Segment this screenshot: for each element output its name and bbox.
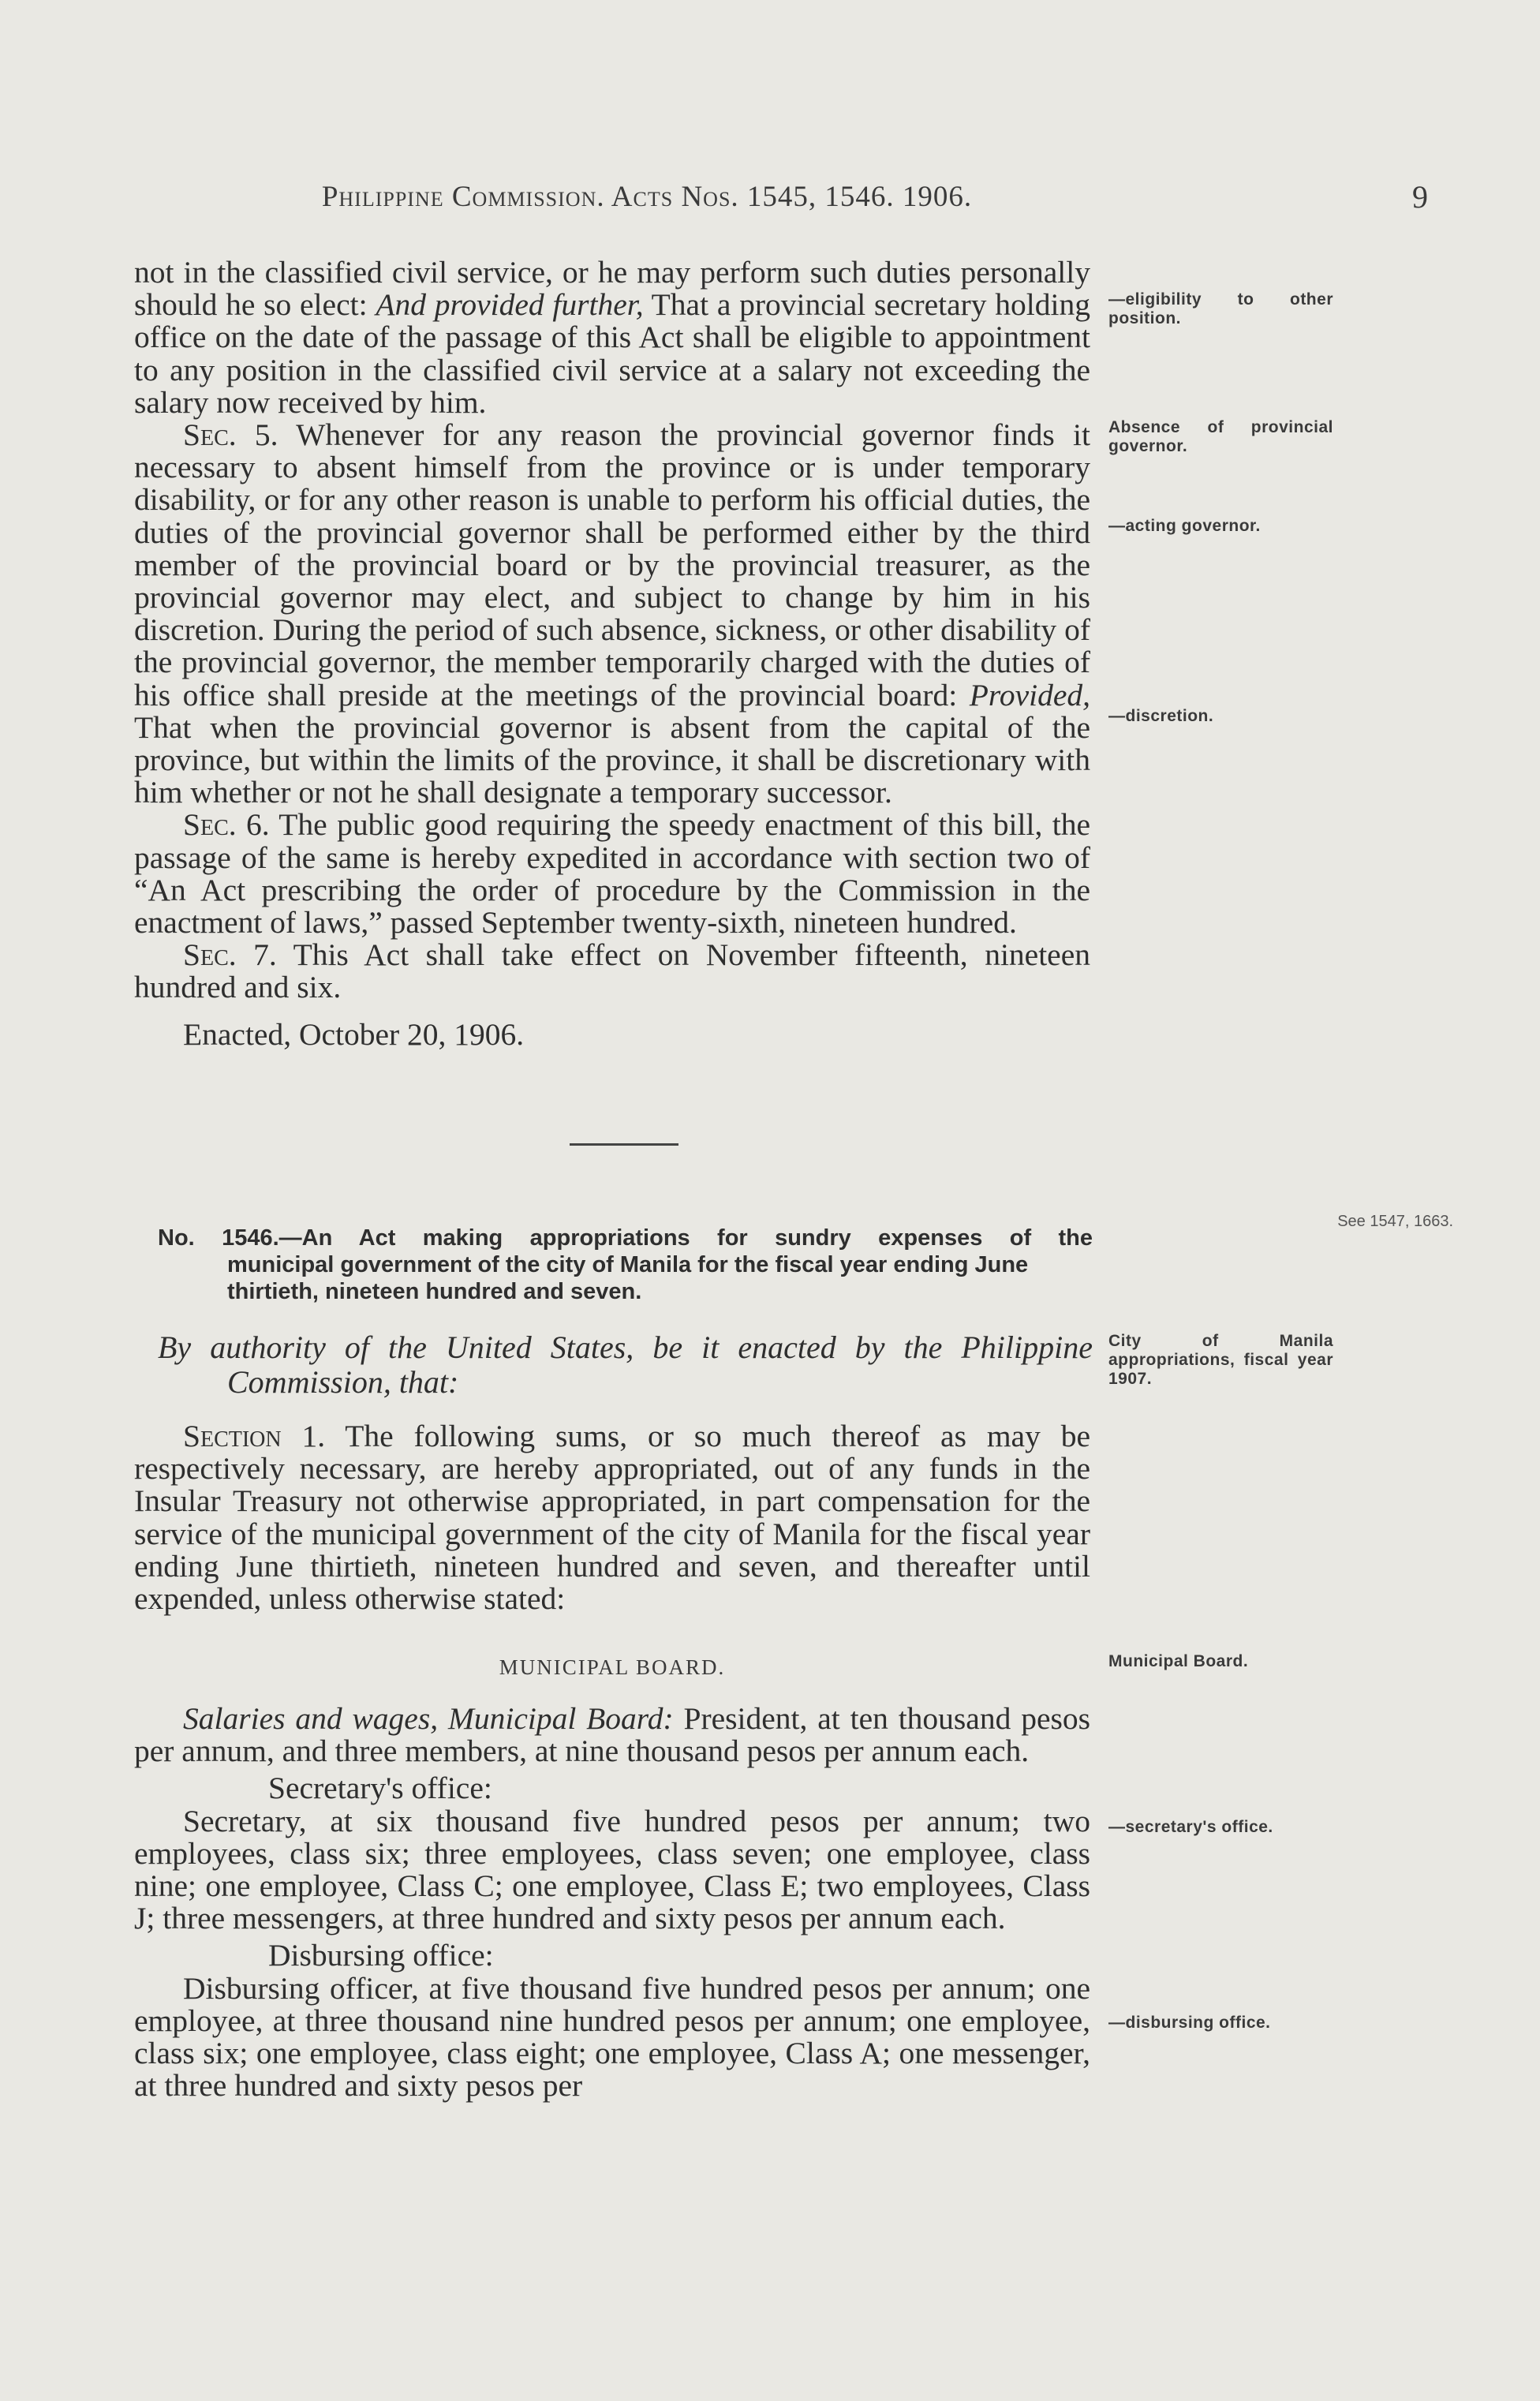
margin-note-municipal-board: Municipal Board. (1108, 1652, 1249, 1670)
section-5: Sec. 5. Whenever for any reason the provincial governor finds it necessary to absent himself from the province or is under temporary disability, or for any other reason is unable to perform his official duties, the duties of the provincial governor shall be performed either by the third member of the provincial board or by the provincial treasurer, as the provincial governor may elect, and subject to change by him in his discretion. During the period of such absence, sickness, or other disability of the provincial governor, the member temporarily charged with the duties of his office shall preside at the meetings of the provincial board: Provided, That when the provincial governor is absent from the capital of the province, but within the limits of the province, it shall be discretionary with him whether or not he shall designate a temporary successor. (134, 417, 1091, 810)
section-label: Sec. 7. (183, 937, 277, 973)
margin-note-city-manila: City of Manila appropriations, fiscal year 1907. (1108, 1332, 1333, 1388)
disbursing-office-heading: Disbursing office: (268, 1938, 494, 1973)
running-head: Philippine Commission. Acts Nos. 1545, 1546. 1906. (321, 181, 973, 213)
section-label: Section 1. (183, 1419, 326, 1453)
margin-note-secretary-office: —secretary's office. (1108, 1818, 1273, 1836)
act-1546-heading: No. 1546.—An Act making appropriations for sundry expenses of the municipal government of the city of Manila for the fiscal year ending June thirtieth, nineteen hundred and seven. (158, 1225, 1093, 1304)
section-7: Sec. 7. This Act shall take effect on November fifteenth, nineteen hundred and six. (134, 937, 1090, 1005)
secretary-office-heading: Secretary's office: (268, 1771, 492, 1806)
enacting-clause: By authority of the United States, be it enacted by the Philippine Commission, that: (158, 1330, 1093, 1400)
disbursing-office-paragraph: Disbursing officer, at five thousand five hundred pesos per annum; one employee, at three thousand nine hundred pesos per annum; one employee, class six; one employee, class eight; one employee, Class A; one messenger, at three hundred and sixty pesos per (134, 1970, 1090, 2104)
section-divider (570, 1143, 678, 1146)
section-label: Sec. 6. (183, 807, 270, 843)
section-label: Sec. 5. (183, 417, 278, 453)
cross-reference: See 1547, 1663. (1337, 1213, 1453, 1230)
paragraph-proviso: not in the classified civil service, or he may perform such duties personally should he so elect: And provided further, That a provincial secretary holding office on the date of the passage of this Act shall be eligible to appointment to any position in the classified civil service at a salary not exceeding the salary now received by him. (134, 255, 1090, 420)
salaries-paragraph: Salaries and wages, Municipal Board: President, at ten thousand pesos per annum, and three members, at nine thousand pesos per annum each. (134, 1701, 1090, 1769)
section-6: Sec. 6. The public good requiring the speedy enactment of this bill, the passage of the same is hereby expedited in accordance with section two of “An Act prescribing the order of procedure by the Commission in the enactment of laws,” passed September twenty-sixth, nineteen hundred. (134, 807, 1090, 941)
subhead-municipal-board: MUNICIPAL BOARD. (499, 1655, 726, 1679)
act-1545-continuation (134, 256, 1090, 1051)
act-1546-section-1: Section 1. The following sums, or so much thereof as may be respectively necessary, are hereby appropriated, out of any funds in the Insular Treasury not otherwise appropriated, in part compensation for the service of the municipal government of the city of Manila for the fiscal year ending June thirtieth, nineteen hundred and seven, and thereafter until expended, unless otherwise stated: (134, 1419, 1090, 1617)
margin-note-discretion: —discretion. (1108, 707, 1214, 725)
secretary-office-paragraph: Secretary, at six thousand five hundred pesos per annum; two employees, class six; three employees, class seven; one employee, class nine; one employee, Class C; one employee, Class E; two employees, Class J; three messengers, at three hundred and sixty pesos per annum each. (134, 1803, 1090, 1936)
margin-note-disbursing-office: —disbursing office. (1108, 2014, 1271, 2032)
margin-note-absence: Absence of provincial governor. (1108, 418, 1333, 455)
margin-note-eligibility: —eligibility to other position. (1108, 290, 1333, 327)
enacted-date: Enacted, October 20, 1906. (183, 1016, 525, 1052)
margin-note-acting-governor: —acting governor. (1108, 517, 1261, 535)
page-number: 9 (1412, 179, 1428, 215)
act-1546-appropriations (134, 1703, 1090, 2102)
